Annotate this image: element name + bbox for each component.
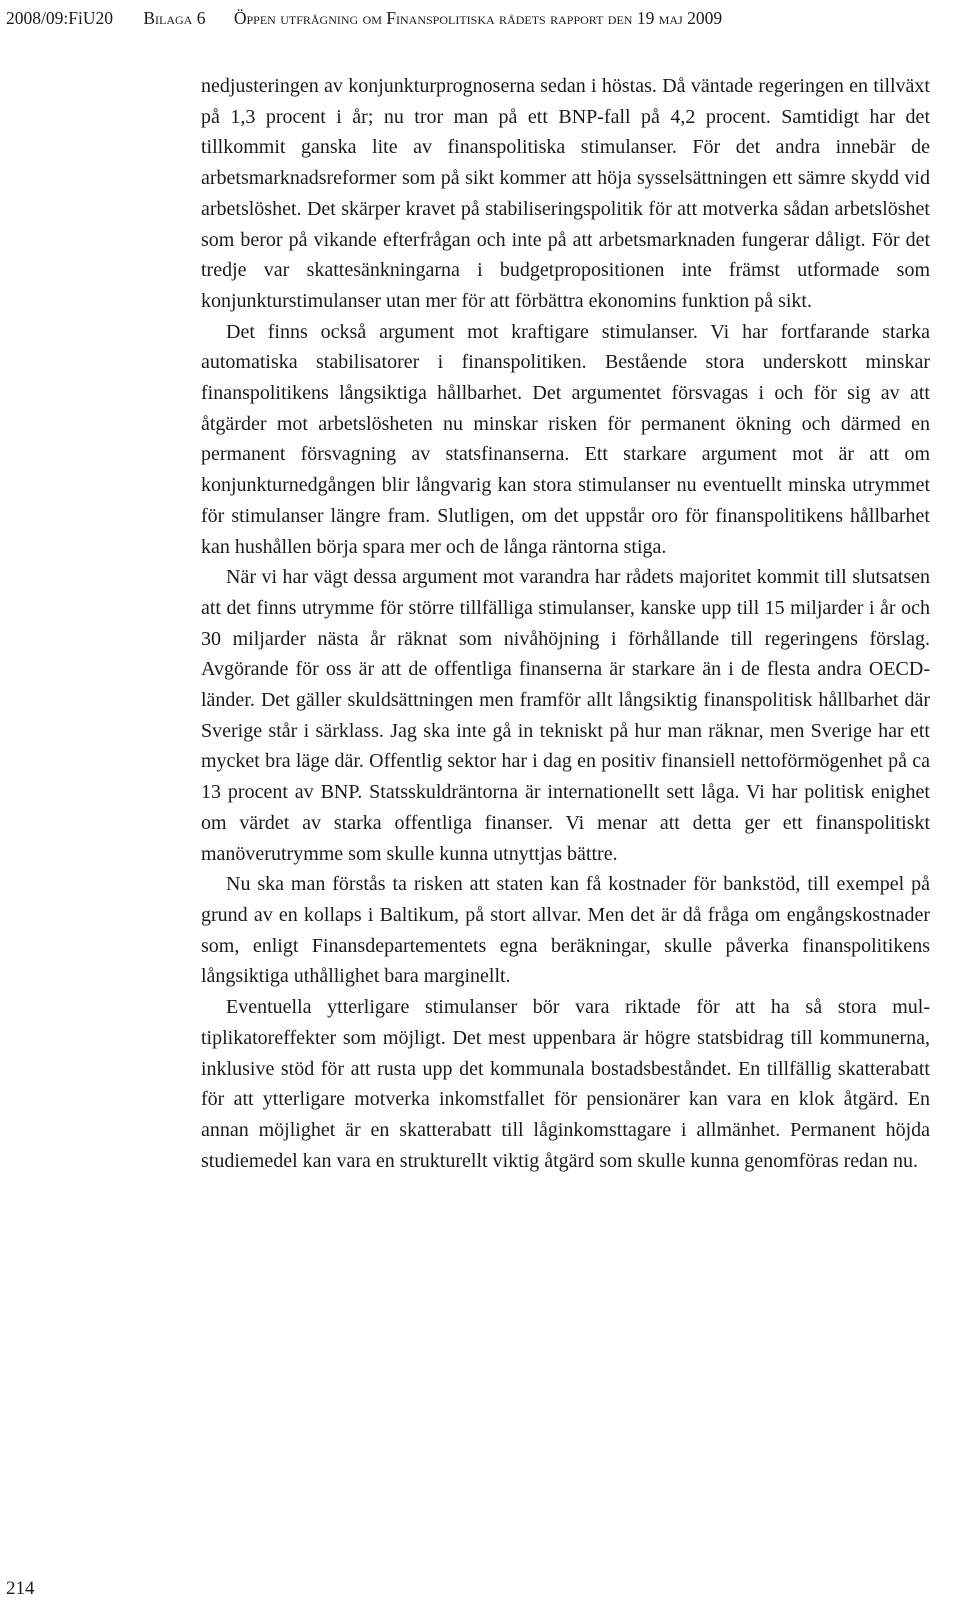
paragraph-4: Nu ska man förstås ta risken att staten kan få kostnader för bankstöd, till exempel på grund av en kollaps i Baltikum, på stort allvar. Men det är då fråga om engångskostnader som, enligt Finansdepartementets egna beräkningar, skulle påverka finanspolitikens långsiktiga uthållighet bara marginellt. bbox=[201, 873, 930, 988]
paragraph-1: nedjusteringen av konjunkturprognoserna sedan i höstas. Då väntade regeringen en tillväxt på 1,3 procent i år; nu tror man på ett BNP-fall på 4,2 procent. Samtidigt har det tillkommit ganska lite av finanspolitiska stimulanser. För det andra innebär de arbetsmarknadsreformer som på sikt kommer att höja sysselsättningen ett sämre skydd vid arbetslöshet. Det skärper kravet på stabiliseringspolitik för att motverka sådan arbetslöshet som beror på vikande efterfrågan och inte på att arbetsmarknaden fungerar dåligt. För det tredje var skattesänkningarna i budgetpropositionen inte främst utformade som konjunkturstimulanser utan mer för att förbättra ekonomins funktion på sikt. bbox=[201, 75, 930, 312]
paragraph-3: När vi har vägt dessa argument mot varandra har rådets majoritet kommit till slutsatsen att det finns utrymme för större tillfälliga stimulanser, kanske upp till 15 miljarder i år och 30 miljarder nästa år räknat som nivåhöjning i förhållande till regeringens förslag. Avgörande för oss är att de offentliga finanserna är starkare än i de flesta andra OECD-länder. Det gäller skuldsättningen men framför allt långsiktig finanspolitisk hållbarhet där Sverige står i särklass. Jag ska inte gå in tekniskt på hur man räknar, men Sverige har ett mycket bra läge där. Offentlig sektor har i dag en positiv finansiell nettoförmögenhet på ca 13 procent av BNP. Statsskuldräntorna är internationellt sett låga. Vi har politisk enighet om värdet av starka offentliga finanser. Vi menar att detta ger ett finanspolitiskt manöverutrymme som skulle kunna utnyttjas bättre. bbox=[201, 566, 930, 865]
document-id: 2008/09:FiU20 bbox=[6, 8, 113, 28]
paragraph-2: Det finns också argument mot kraftigare stimulanser. Vi har fortfarande starka automatiska stabilisatorer i finanspolitiken. Bestående stora underskott minskar finanspolitikens långsiktiga hållbarhet. Det argumentet försvagas i och för sig av att åtgärder mot arbetslösheten nu minskar risken för permanent ökning och därmed en permanent försvagning av statsfinanserna. Ett starkare argument mot är att om konjunkturnedgången blir långvarig kan stora stimulanser nu eventuellt minska utrymmet för stimulanser längre fram. Slutligen, om det uppstår oro för finanspolitikens hållbarhet kan hushållen börja spara mer och de långa räntorna stiga. bbox=[201, 320, 930, 558]
body-text bbox=[201, 71, 930, 1176]
header-title: Öppen utfrågning om Finanspolitiska rådets rapport den 19 maj 2009 bbox=[233, 8, 723, 28]
page-number: 214 bbox=[6, 1578, 35, 1599]
appendix-label: Bilaga 6 bbox=[143, 8, 206, 28]
paragraph-5: Eventuella ytterligare stimulanser bör vara riktade för att ha så stora multiplikatoreffekter som möjligt. Det mest uppenbara är högre statsbidrag till kommunerna, inklusive stöd för att rusta upp det kommunala bostadsbeståndet. En tillfällig skatterabatt för att ytterligare motverka inkomstfallet för pensionärer kan vara en klok åtgärd. En annan möjlighet är en skatterabatt till låginkomsttagare i allmänhet. Permanent höjda studiemedel kan vara en strukturellt viktig åtgärd som skulle kunna genomföras redan nu. bbox=[201, 996, 930, 1172]
running-header bbox=[6, 6, 946, 30]
